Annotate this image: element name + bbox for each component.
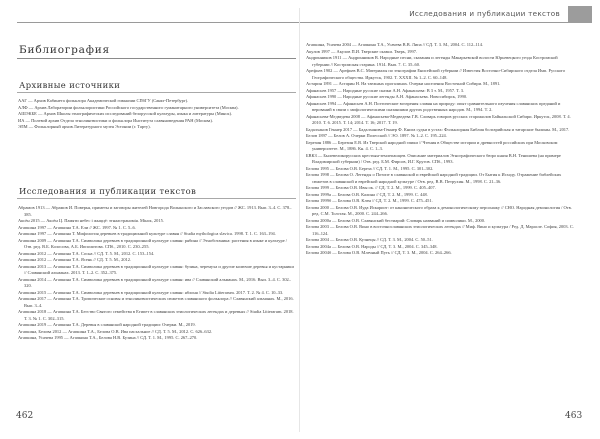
bibliography-entry: ЭЛМ — Фольклорный архив Литературного музея Эстонии (г. Тарту).: [18, 124, 151, 129]
title-rule: [17, 58, 296, 59]
section-heading-research: Исследования и публикации текстов: [19, 186, 197, 196]
bibliography-entry: Агапкина 2014 — Агапкина Т.А. Символика деревьев в традиционной культуре славян: ива // Славянский альманах. М., 2016. Вып. 3–4. С. 302–320.: [18, 276, 291, 288]
bibliography-entry: Агапкина 2012 — Агапкина Т.А. Ясень // СД. Т. 5. М., 2012.: [18, 257, 132, 262]
bibliography-entry: Белова 1999б — Белова О.В. Клен // СД. Т. 2. М., 1999. С. 475–451.: [306, 198, 433, 203]
bibliography-entry: Афанасьев 1990 — Народные русские легенды А.Н. Афанасьева. Новосибирск, 1990.: [306, 94, 468, 99]
bibliography-entry: Афанасьев 1957 — Народные русские сказки А.Н. Афанасьева: В 3 т. М., 1957. Т. 3.: [306, 87, 465, 93]
bibliography-entry: Агапкина 2013 — Агапкина Т.А. Символика деревьев в традиционной культуре славян: бузина, черемуха и другие колючие деревья и кустарники // Славянский альманах. 2013. Т. 1–2. С. 352–375.: [18, 263, 294, 275]
page-number-right: 463: [565, 411, 583, 421]
bibliography-entry: Белова 2003 — Белова О.В. Вино в восточнославянских этиологических легендах // Миф. Вино и культура / Ред. Д. Марасле. София, 2003. С. 116–124.: [306, 224, 574, 236]
bibliography-entry: Агапкина, Усачева 2004 — Агапкина Т.А., Усачева В.В. Липа // СД. Т. 3. М., 2004. С. 112–114.: [306, 42, 484, 47]
bibliography-entry: Белова 2004а — Белова О.В. Народы // СД. Т. 3. М., 2004. С. 345–348.: [306, 243, 438, 249]
bibliography-entry: Белова 2004б — Белова О.В. Млечный Путь // СД. Т. 3. М., 2004. С. 264–266.: [306, 250, 452, 255]
bibliography-entry: Белова 2000а — Белова О.В. Славянский бестиарий: Словарь названий и символики. М., 2000.: [306, 217, 486, 223]
bibliography-entry: Астарин 1891 — Астарин Н. На таежных прогалинах. Очерки населения Восточной Сибири. М., 1891.: [306, 81, 501, 86]
bibliography-entry: Агапкина 1997 — Агапкина Т.А. Ели // ЖС. 1997. № 1. С. 5–6.: [18, 224, 136, 230]
bibliography-entry: Агапкина, Белова 2012 — Агапкина Т.А., Белова О.В. Ива пасхальное // СД. Т. 5. М., 2012. С. 626–632.: [18, 328, 213, 334]
section-rule-archives: [17, 92, 296, 93]
bibliography-entry: Абрамов 1913 — Абрамов И. Поверья, приметы и заговоры жителей Новгорода Волынского и Заславского уездов // ЖС. 1913. Вып. 3–4. С. 378–385.: [18, 205, 292, 217]
bibliography-entry: Белова 1999 — Белова О.В. Ивы ок. // СД. Т. 2. М., 1999. С. 405–407.: [306, 185, 436, 190]
bibliography-entry: Агапкина 2015 — Агапкина Т.А. Символика деревьев в традиционной культуре славян: яблоня // Studia Litterarum. 2017. Т. 2. № 4. С. 10–33.: [18, 289, 284, 295]
bibliography-entry: ИА — Полевой архив Отдела этнолингвистики и фольклора Института славяноведения РАН (Москва).: [18, 117, 213, 123]
bibliography-entry: Аксён 2015 — Аксён Ц. Памяти небес і жыццё: этнаастраномія. Мінск, 2015.: [18, 218, 164, 223]
bibliography-entry: Белова 2000 — Белова О.В. Иуда Искариот: от канонического образа к демонологическому персонажу // СНО. Народная демонология / Отв. ред. С.М. Толстая. М., 2000. С. 244–266.: [306, 204, 572, 216]
section-rule-research: [17, 198, 296, 199]
bibliography-entry: Арефьев 1902 — Арефьев В.С. Материалы по этнографии Енисейской губернии // Известия Восточно-Сибирского отдела Имп. Русского Географического общества. Иркутск, 1902. Т. XXXII. № 1–2. С. 60–148.: [306, 68, 566, 80]
section-heading-archives: Архивные источники: [19, 80, 121, 90]
bibliography-entry: Агапкина 2012 — Агапкина Т.А. Сосна // СД. Т. 5. М., 2012. С. 153–154.: [18, 250, 155, 256]
bibliography-entry: Агапкина 2009 — Агапкина Т.А. Символика деревьев в традиционной культуре славян: рябина // Этноботаника: растения в языке и культуре / Отв. ред. В.Б. Колосова, А.Б. Ипполитова. СПб., 2010. С. 230–255.: [18, 237, 288, 249]
research-list: [18, 205, 294, 342]
bibliography-entry: БВКЗ — Былевеликорусских крестьян-землепашцев. Описание материалов Этнографического бюро князя В.Н. Тенишева (на примере Владимирской губернии) / Отв. ред. Б.М. Фирсов, И.Г. Кругов. СПб., 1993.: [306, 152, 561, 164]
bibliography-entry: Агапкина 1997 — Агапкина Т. Мифология деревьев в традиционной культуре славян // Studia mythologica slavica. 1998. Т. 1. С. 163–194.: [18, 231, 276, 236]
bibliography-entry: Афанасьева-Медведева 2008 — Афанасьева-Медведева Г.В. Словарь говоров русских старожилов Байкальской Сибири. Иркутск, 2008. Т. 4. 2010. Т. 6. 2015. Т. 14; 2014. Т. 16; 2017. Т. 19.: [306, 113, 571, 125]
bibliography-entry: Агапкина, Усачева 1995 — Агапкина Т.А., Белова Н.В. Бузина // СД. Т. 1. М., 1995. С. 267–270.: [18, 335, 198, 340]
bibliography-entry: Агапкина 2019 — Агапкина Т.А. Деревья в славянской народной традиции: Очерки. М., 2019.: [18, 322, 196, 327]
bibliography-entry: Белова 1999а — Белова О.В. Калина // СД. Т. 2. М., 1999. С. 448.: [306, 191, 428, 197]
bibliography-entry: Агапкина 2018 — Агапкина Т.А. Бегство Святого семейства в Египет в славянских этиологических легендах и деревьях // Studia Litterarum. 2018. Т. 3. № 1. С. 302–315.: [18, 309, 294, 321]
running-header-title: Исследования и публикации текстов: [409, 9, 560, 18]
bibliography-entry: АШЭКБЕ — Архив Школы этнографических исследований белорусской культуры, языка и литературы (Минск).: [18, 111, 233, 116]
bibliography-entry: Белова 1998 — Белова О. Легенды о Потопе в славянской и еврейской народной традиции. От Бытия к Исходу. Отражение библейских сюжетов в славянской и еврейской народной культуре / Отв. ред. В.В. Петрухин. М., 1998. С. 21–36.: [306, 172, 562, 184]
bibliography-entry: Акулов 1997 — Акулов П.И. Тверские сказки. Тверь, 1997.: [306, 48, 418, 54]
page-number-left: 462: [16, 411, 34, 421]
bibliography-entry: Березин 1886 — Березин Е.В. Из Тверской народной эпики // Чтения в Обществе истории и древностей российских при Московском университете. М., 1886. Кн. 4. С. 1–3.: [306, 139, 558, 151]
archives-list: [18, 98, 294, 131]
bibliography-entry: Белов 1897 — Белов А. Очерки Полесской // ЭО. 1897. № 1–2. С. 195–224.: [306, 133, 447, 138]
bibliography-entry: Андронников 1911 — Андронников В. Народные песни, сказания и легенды Макарьевской волости Юрьевецкого уезда Костромской губернии // Костромская старина. 1914. Вып. 7. С. 35–60.: [306, 55, 558, 67]
bibliography-entry: АЛФ — Архив Лаборатории фольклористики Российского государственного гуманитарного университета (Москва).: [18, 104, 239, 110]
bibliography-entry: Агапкина 2017 — Агапкина Т.А. Тропические основы и этнолингвистических сюжетов славянского фольклора // Славянский альманах. М., 2016. Вып. 3–4.: [18, 296, 294, 308]
right-page-list: [306, 42, 576, 257]
bibliography-entry: ААГ — Архив Кабинета фольклора Академической гимназии СПбГУ (Санкт-Петербург).: [18, 98, 189, 103]
bibliography-entry: Афанасьев 1994 — Афанасьев А.Н. Поэтические воззрения славян на природу: опыт сравнительного изучения славянских преданий и верований в связи с мифологическими сказаниями других родственных народов. М., 1994. Т. 2.: [306, 100, 561, 112]
bibliography-entry: Белова 2004 — Белова О.В. Кузнецы // СД. Т. 3. М., 2004. С. 50–51.: [306, 237, 433, 242]
page-title: Библиография: [19, 44, 110, 56]
bibliography-entry: Бадалханов Геннер 2017 — Бадалханова-Геннер Ф. Книга судьи в устах: Фольклорная Библия болгарийская и татарские былины. М., 2017.: [306, 126, 570, 132]
bibliography-entry: Белова 1995 — Белова О.В. Береза // СД. Т. 1. М., 1995. С. 301–302.: [306, 165, 434, 171]
